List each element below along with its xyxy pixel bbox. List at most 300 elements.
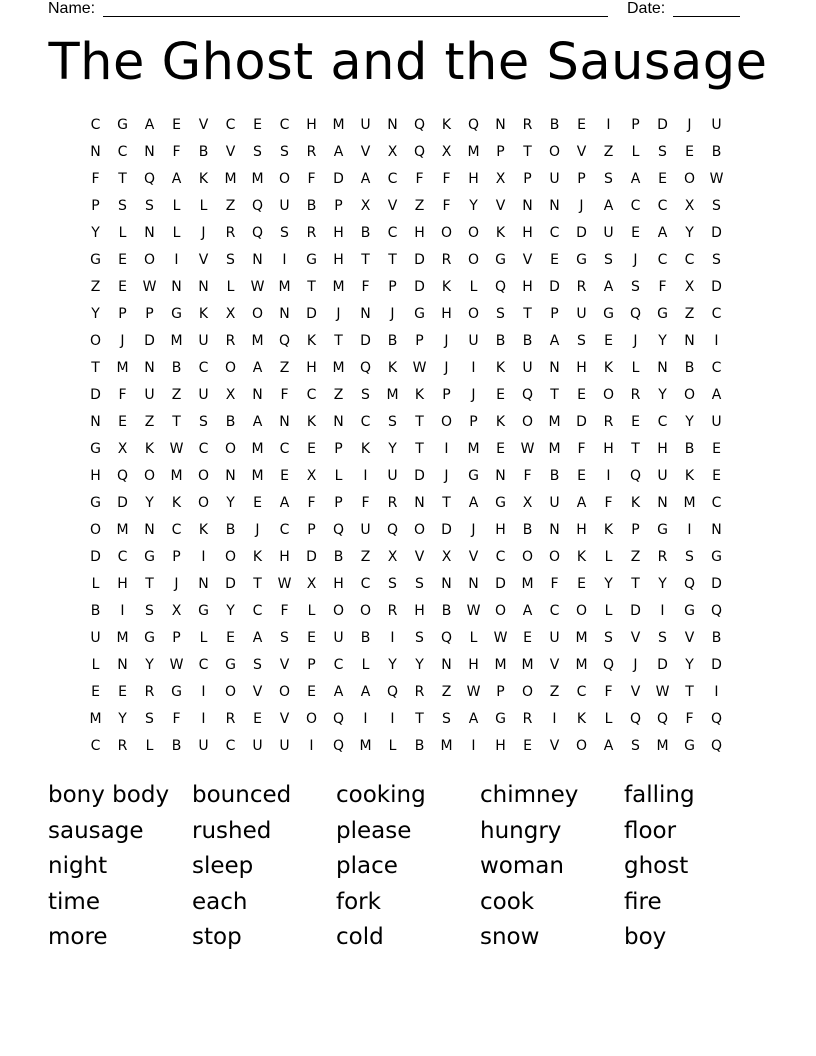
grid-letter: U <box>198 738 209 754</box>
grid-letter: G <box>171 684 182 700</box>
grid-letter: C <box>387 171 398 187</box>
word-bank <box>48 778 768 956</box>
grid-letter: I <box>282 252 287 268</box>
grid-row <box>82 382 732 409</box>
grid-letter: X <box>171 603 182 619</box>
grid-letter: U <box>333 630 344 646</box>
grid-letter: Y <box>415 657 424 673</box>
grid-letter: Z <box>90 279 101 295</box>
grid-letter: V <box>630 684 641 700</box>
grid-letter: G <box>684 603 695 619</box>
grid-letter: L <box>226 279 235 295</box>
grid-letter: Q <box>332 738 345 754</box>
grid-letter: G <box>468 468 479 484</box>
grid-letter: B <box>90 603 101 619</box>
grid-letter: S <box>280 225 289 241</box>
grid-letter: Y <box>118 711 127 727</box>
grid-letter: S <box>604 630 613 646</box>
grid-letter: O <box>197 468 210 484</box>
grid-letter: H <box>306 117 317 133</box>
grid-letter: O <box>224 360 237 376</box>
grid-letter: P <box>91 198 100 214</box>
grid-letter: N <box>144 360 155 376</box>
grid-letter: O <box>548 144 561 160</box>
grid-letter: N <box>549 198 560 214</box>
grid-letter: W <box>169 441 184 457</box>
grid-letter: Y <box>226 495 235 511</box>
grid-letter: O <box>548 549 561 565</box>
grid-row <box>82 247 732 274</box>
grid-letter: F <box>307 495 316 511</box>
grid-letter: W <box>709 171 724 187</box>
grid-letter: P <box>577 171 586 187</box>
grid-letter: R <box>387 603 398 619</box>
grid-letter: A <box>711 387 722 403</box>
grid-letter: O <box>575 738 588 754</box>
grid-letter: C <box>306 387 317 403</box>
grid-letter: H <box>333 576 344 592</box>
grid-letter: S <box>280 630 289 646</box>
grid-letter: S <box>280 144 289 160</box>
grid-letter: E <box>712 468 721 484</box>
grid-letter: Y <box>658 387 667 403</box>
grid-letter: K <box>414 387 425 403</box>
grid-letter: O <box>521 414 534 430</box>
grid-letter: Q <box>251 225 264 241</box>
grid-letter: K <box>198 522 209 538</box>
grid-letter: W <box>277 576 292 592</box>
grid-letter: C <box>360 576 371 592</box>
grid-letter: O <box>575 603 588 619</box>
grid-letter: G <box>495 495 506 511</box>
grid-letter: H <box>414 225 425 241</box>
grid-letter: Y <box>226 603 235 619</box>
grid-letter: X <box>441 549 452 565</box>
grid-letter: C <box>387 225 398 241</box>
grid-letter: U <box>387 468 398 484</box>
grid-letter: U <box>549 630 560 646</box>
grid-letter: K <box>495 360 506 376</box>
grid-letter: V <box>279 711 290 727</box>
word-bank-item: place <box>336 853 398 879</box>
grid-letter: T <box>631 576 640 592</box>
grid-letter: A <box>360 684 371 700</box>
grid-letter: S <box>415 630 424 646</box>
grid-letter: Z <box>171 387 182 403</box>
grid-letter: K <box>495 414 506 430</box>
grid-letter: G <box>117 117 128 133</box>
grid-letter: L <box>631 360 640 376</box>
grid-letter: L <box>199 630 208 646</box>
grid-letter: N <box>117 657 128 673</box>
grid-row <box>82 571 732 598</box>
grid-letter: N <box>387 117 398 133</box>
grid-letter: Q <box>116 468 129 484</box>
grid-letter: W <box>655 684 670 700</box>
word-bank-item: fire <box>624 888 662 915</box>
grid-letter: H <box>279 549 290 565</box>
grid-letter: O <box>89 333 102 349</box>
grid-letter: A <box>333 684 344 700</box>
grid-letter: V <box>522 252 533 268</box>
grid-letter: Q <box>332 522 345 538</box>
grid-letter: L <box>199 198 208 214</box>
grid-letter: J <box>444 360 449 376</box>
grid-row <box>82 733 732 760</box>
grid-letter: G <box>90 495 101 511</box>
grid-letter: K <box>495 225 506 241</box>
grid-letter: J <box>633 333 638 349</box>
grid-letter: W <box>412 360 427 376</box>
grid-letter: D <box>495 576 506 592</box>
grid-letter: F <box>361 279 370 295</box>
grid-letter: K <box>603 522 614 538</box>
grid-letter: T <box>118 171 127 187</box>
grid-letter: L <box>469 279 478 295</box>
date-label: Date: <box>627 0 666 17</box>
grid-letter: U <box>711 414 722 430</box>
grid-letter: B <box>684 441 695 457</box>
grid-letter: T <box>631 441 640 457</box>
grid-letter: C <box>684 252 695 268</box>
grid-letter: B <box>441 603 452 619</box>
grid-letter: L <box>361 657 370 673</box>
grid-letter: W <box>493 630 508 646</box>
grid-letter: L <box>388 738 397 754</box>
grid-letter: B <box>360 225 371 241</box>
word-bank-item: boy <box>624 924 667 950</box>
grid-letter: S <box>604 252 613 268</box>
grid-letter: H <box>333 252 344 268</box>
grid-letter: I <box>687 522 692 538</box>
grid-letter: E <box>118 252 127 268</box>
grid-letter: J <box>201 225 206 241</box>
grid-letter: E <box>253 117 262 133</box>
grid-letter: Q <box>386 684 399 700</box>
grid-letter: K <box>576 711 587 727</box>
grid-letter: C <box>117 549 128 565</box>
grid-row <box>82 490 732 517</box>
grid-letter: A <box>576 495 587 511</box>
grid-letter: F <box>91 171 100 187</box>
grid-letter: B <box>414 738 425 754</box>
grid-letter: Q <box>521 387 534 403</box>
grid-letter: I <box>201 549 206 565</box>
grid-letter: O <box>440 414 453 430</box>
grid-letter: V <box>684 630 695 646</box>
grid-letter: A <box>522 603 533 619</box>
grid-letter: O <box>143 468 156 484</box>
grid-letter: X <box>387 144 398 160</box>
grid-letter: C <box>90 117 101 133</box>
grid-letter: I <box>120 603 125 619</box>
grid-letter: G <box>90 441 101 457</box>
grid-letter: I <box>444 441 449 457</box>
grid-letter: E <box>712 441 721 457</box>
grid-letter: I <box>552 711 557 727</box>
grid-letter: L <box>307 603 316 619</box>
grid-letter: Z <box>603 144 614 160</box>
grid-letter: D <box>549 279 560 295</box>
grid-letter: J <box>390 306 395 322</box>
name-label: Name: <box>48 0 96 17</box>
grid-letter: C <box>711 360 722 376</box>
grid-letter: V <box>198 252 209 268</box>
grid-letter: M <box>359 738 372 754</box>
grid-letter: K <box>360 441 371 457</box>
grid-letter: D <box>306 549 317 565</box>
grid-letter: Y <box>388 657 397 673</box>
grid-letter: U <box>549 171 560 187</box>
grid-letter: A <box>603 279 614 295</box>
grid-letter: M <box>251 441 264 457</box>
grid-letter: V <box>360 144 371 160</box>
grid-letter: Y <box>388 441 397 457</box>
grid-letter: P <box>172 549 181 565</box>
grid-letter: U <box>252 738 263 754</box>
grid-letter: N <box>522 198 533 214</box>
grid-letter: S <box>145 603 154 619</box>
grid-letter: W <box>466 684 481 700</box>
grid-letter: D <box>630 603 641 619</box>
grid-letter: X <box>117 441 128 457</box>
grid-letter: Y <box>145 657 154 673</box>
grid-letter: A <box>252 630 263 646</box>
grid-letter: C <box>279 117 290 133</box>
grid-letter: M <box>332 117 345 133</box>
grid-letter: R <box>576 279 587 295</box>
grid-letter: Q <box>710 711 723 727</box>
grid-letter: D <box>657 657 668 673</box>
grid-letter: K <box>441 117 452 133</box>
grid-letter: L <box>604 549 613 565</box>
grid-letter: M <box>548 441 561 457</box>
grid-letter: I <box>606 468 611 484</box>
grid-letter: O <box>467 225 480 241</box>
grid-letter: I <box>390 711 395 727</box>
grid-letter: T <box>415 414 424 430</box>
grid-letter: E <box>577 468 586 484</box>
grid-letter: G <box>657 522 668 538</box>
grid-letter: V <box>414 549 425 565</box>
grid-letter: J <box>174 576 179 592</box>
grid-letter: J <box>471 522 476 538</box>
grid-letter: C <box>711 495 722 511</box>
grid-letter: C <box>198 441 209 457</box>
grid-letter: R <box>144 684 155 700</box>
grid-letter: U <box>144 387 155 403</box>
grid-letter: F <box>172 144 181 160</box>
grid-letter: C <box>630 198 641 214</box>
grid-letter: T <box>685 684 694 700</box>
grid-letter: J <box>255 522 260 538</box>
grid-letter: S <box>712 252 721 268</box>
grid-letter: N <box>657 495 668 511</box>
grid-letter: X <box>387 549 398 565</box>
header <box>48 0 748 20</box>
grid-letter: D <box>441 522 452 538</box>
grid-letter: M <box>575 657 588 673</box>
grid-row <box>82 166 732 193</box>
grid-letter: U <box>711 117 722 133</box>
grid-letter: D <box>90 387 101 403</box>
grid-letter: P <box>496 144 505 160</box>
grid-letter: O <box>332 603 345 619</box>
grid-row <box>82 517 732 544</box>
grid-letter: T <box>415 441 424 457</box>
grid-letter: A <box>630 171 641 187</box>
grid-letter: Q <box>386 522 399 538</box>
grid-letter: S <box>388 414 397 430</box>
grid-letter: E <box>307 684 316 700</box>
grid-letter: L <box>118 225 127 241</box>
grid-letter: E <box>172 117 181 133</box>
grid-letter: N <box>144 225 155 241</box>
grid-letter: B <box>522 333 533 349</box>
grid-letter: V <box>279 657 290 673</box>
grid-letter: E <box>226 630 235 646</box>
grid-letter: C <box>657 252 668 268</box>
grid-letter: N <box>495 117 506 133</box>
grid-letter: N <box>144 522 155 538</box>
grid-letter: A <box>603 198 614 214</box>
grid-letter: H <box>468 171 479 187</box>
grid-letter: I <box>363 711 368 727</box>
grid-letter: K <box>198 171 209 187</box>
grid-letter: X <box>306 576 317 592</box>
grid-letter: Q <box>278 333 291 349</box>
grid-letter: H <box>117 576 128 592</box>
grid-letter: H <box>522 279 533 295</box>
letter-grid <box>82 112 732 760</box>
grid-letter: D <box>711 279 722 295</box>
grid-letter: V <box>225 144 236 160</box>
grid-letter: L <box>91 576 100 592</box>
grid-letter: M <box>170 468 183 484</box>
grid-letter: D <box>333 171 344 187</box>
grid-letter: B <box>171 360 182 376</box>
grid-letter: E <box>118 684 127 700</box>
word-bank-item: bounced <box>192 782 292 808</box>
grid-letter: K <box>171 495 182 511</box>
grid-letter: A <box>360 171 371 187</box>
grid-letter: A <box>468 495 479 511</box>
grid-letter: O <box>521 549 534 565</box>
grid-letter: K <box>306 333 317 349</box>
grid-letter: D <box>414 279 425 295</box>
date-blank-line <box>673 16 740 17</box>
grid-letter: C <box>252 603 263 619</box>
grid-letter: C <box>171 522 182 538</box>
grid-letter: R <box>306 225 317 241</box>
word-bank-item: floor <box>624 817 677 844</box>
grid-letter: M <box>683 495 696 511</box>
grid-letter: E <box>118 414 127 430</box>
grid-letter: S <box>631 738 640 754</box>
grid-letter: G <box>657 306 668 322</box>
grid-letter: Q <box>467 117 480 133</box>
grid-letter: J <box>471 387 476 403</box>
grid-letter: M <box>548 414 561 430</box>
grid-letter: B <box>387 333 398 349</box>
grid-letter: K <box>441 279 452 295</box>
grid-letter: P <box>631 117 640 133</box>
grid-letter: I <box>606 117 611 133</box>
grid-letter: G <box>603 306 614 322</box>
grid-letter: K <box>306 414 317 430</box>
grid-letter: M <box>386 387 399 403</box>
grid-letter: Z <box>441 684 452 700</box>
grid-letter: N <box>495 468 506 484</box>
grid-letter: S <box>415 576 424 592</box>
grid-letter: T <box>334 333 343 349</box>
grid-letter: E <box>307 630 316 646</box>
grid-letter: H <box>468 657 479 673</box>
grid-letter: J <box>687 117 692 133</box>
grid-letter: G <box>144 630 155 646</box>
grid-letter: N <box>549 522 560 538</box>
grid-letter: Q <box>602 657 615 673</box>
grid-letter: D <box>711 657 722 673</box>
grid-letter: E <box>118 279 127 295</box>
grid-letter: T <box>415 711 424 727</box>
grid-letter: C <box>117 144 128 160</box>
grid-letter: V <box>630 630 641 646</box>
grid-letter: K <box>198 306 209 322</box>
grid-letter: M <box>521 576 534 592</box>
grid-letter: B <box>549 117 560 133</box>
grid-letter: F <box>307 171 316 187</box>
grid-letter: N <box>657 360 668 376</box>
grid-letter: R <box>522 117 533 133</box>
grid-letter: Q <box>710 738 723 754</box>
grid-row <box>82 544 732 571</box>
grid-row <box>82 625 732 652</box>
word-bank-item: snow <box>480 924 540 950</box>
grid-letter: F <box>604 684 613 700</box>
grid-letter: I <box>660 603 665 619</box>
grid-letter: T <box>307 279 316 295</box>
grid-letter: R <box>117 738 128 754</box>
word-bank-item: rushed <box>192 817 272 844</box>
grid-letter: E <box>577 387 586 403</box>
grid-letter: W <box>466 603 481 619</box>
grid-letter: L <box>604 711 613 727</box>
grid-letter: D <box>711 225 722 241</box>
word-bank-item: please <box>336 817 412 844</box>
grid-letter: X <box>225 387 236 403</box>
grid-letter: F <box>658 279 667 295</box>
grid-letter: F <box>523 468 532 484</box>
grid-letter: T <box>523 306 532 322</box>
grid-letter: Y <box>685 225 694 241</box>
grid-letter: C <box>225 738 236 754</box>
grid-letter: L <box>334 468 343 484</box>
grid-letter: V <box>549 657 560 673</box>
grid-row <box>82 139 732 166</box>
grid-letter: Q <box>629 306 642 322</box>
grid-letter: D <box>117 495 128 511</box>
grid-letter: N <box>144 144 155 160</box>
grid-letter: E <box>577 576 586 592</box>
grid-letter: N <box>333 414 344 430</box>
grid-letter: U <box>576 306 587 322</box>
grid-letter: X <box>441 144 452 160</box>
grid-letter: Z <box>225 198 236 214</box>
grid-letter: X <box>225 306 236 322</box>
grid-letter: R <box>225 225 236 241</box>
grid-letter: L <box>604 603 613 619</box>
